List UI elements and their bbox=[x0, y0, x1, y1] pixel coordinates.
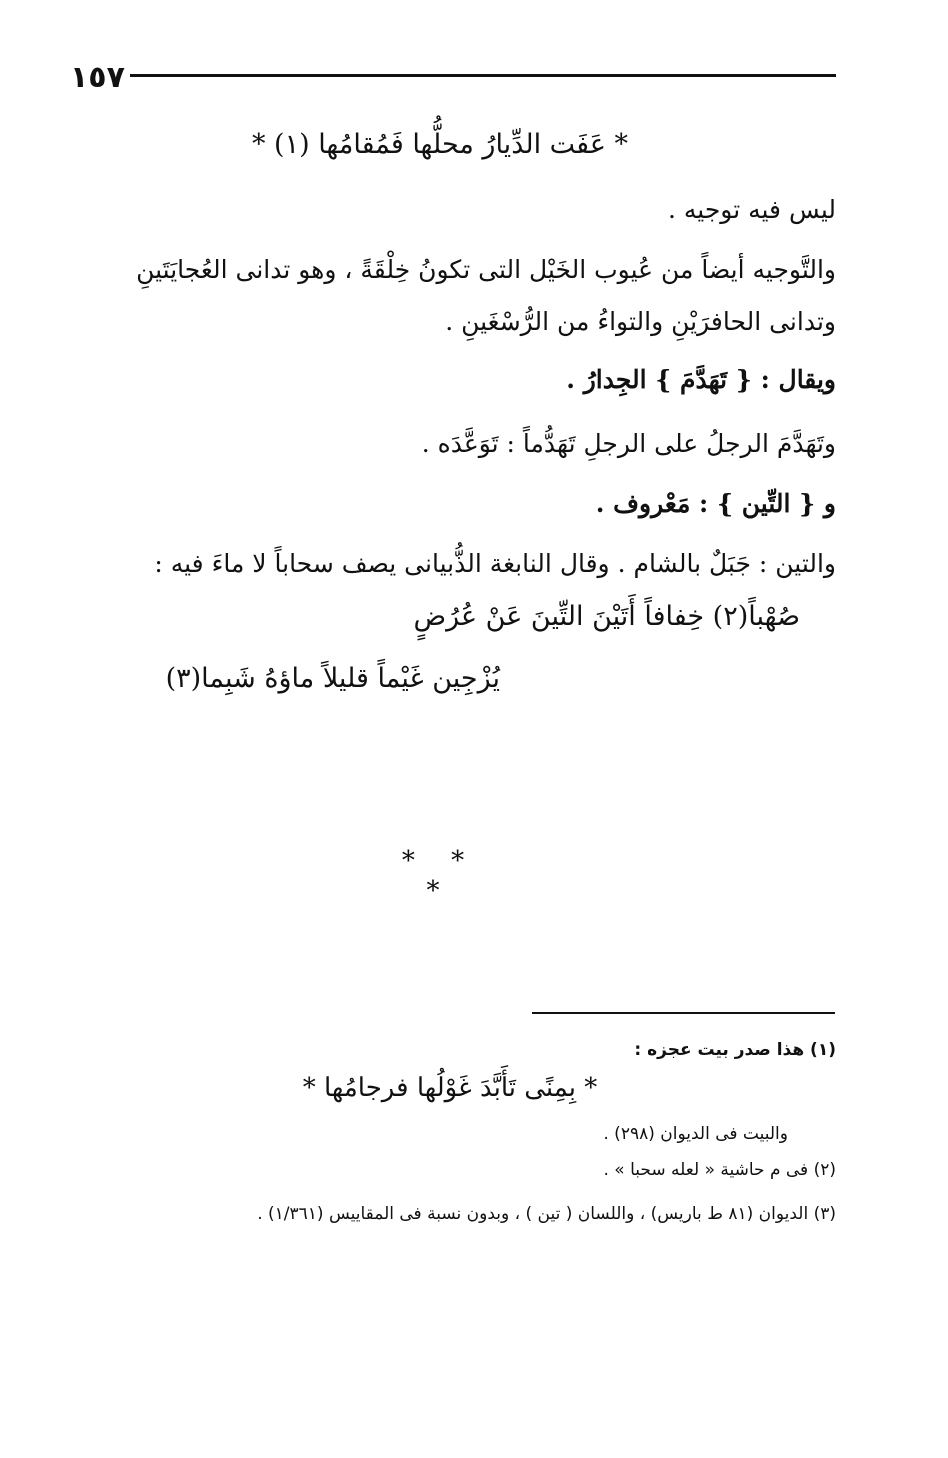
body-line-7: والتين : جَبَلٌ بالشام . وقال النابغة الذُّبيانى يصف سحاباً لا ماءَ فيه : bbox=[154, 549, 836, 578]
verse-line-2: يُزْجِين غَيْماً قليلاً ماؤهُ شَبِما(٣) bbox=[165, 663, 500, 694]
body-line-3: وتدانى الحافرَيْنِ والتواءُ من الرُّسْغَينِ . bbox=[445, 307, 836, 336]
header-rule bbox=[130, 74, 836, 77]
body-line-2: والتَّوجيه أيضاً من عُيوب الخَيْل التى تكونُ خِلْقَةً ، وهو تدانى العُجايَتَينِ bbox=[136, 255, 836, 284]
verse-line-1: صُهْباً(٢) خِفافاً أَتَيْنَ التِّينَ عَنْ عُرُضٍ bbox=[413, 601, 800, 632]
footnote-3: (٣) الديوان (٨١ ط باريس) ، واللسان ( تين ) ، وبدون نسبة فى المقاييس (١/٣٦١) . bbox=[257, 1204, 836, 1224]
body-line-6: و { التِّين } : مَعْروف . bbox=[595, 489, 836, 518]
body-line-4: ويقال : { تَهَدَّمَ } الجِدارُ . bbox=[566, 365, 836, 394]
section-separator: * * * bbox=[401, 846, 479, 906]
page-header bbox=[70, 60, 836, 100]
page-number: ١٥٧ bbox=[70, 60, 125, 95]
footnote-1-source: والبيت فى الديوان (٢٩٨) . bbox=[603, 1124, 788, 1144]
footnote-2: (٢) فى م حاشية « لعله سحبا » . bbox=[603, 1160, 836, 1180]
opening-verse: * عَفَت الدِّيارُ محلُّها فَمُقامُها (١) * bbox=[251, 129, 629, 160]
footnote-1-verse: * بِمِنًى تَأَبَّدَ غَوْلُها فرجامُها * bbox=[302, 1073, 598, 1103]
footnote-1-intro: (١) هذا صدر بيت عجزه : bbox=[634, 1040, 836, 1060]
footnote-rule bbox=[532, 1012, 835, 1014]
body-line-1: ليس فيه توجيه . bbox=[668, 195, 836, 224]
body-line-5: وتَهَدَّمَ الرجلُ على الرجلِ تَهَدُّماً : تَوَعَّدَه . bbox=[421, 429, 836, 458]
